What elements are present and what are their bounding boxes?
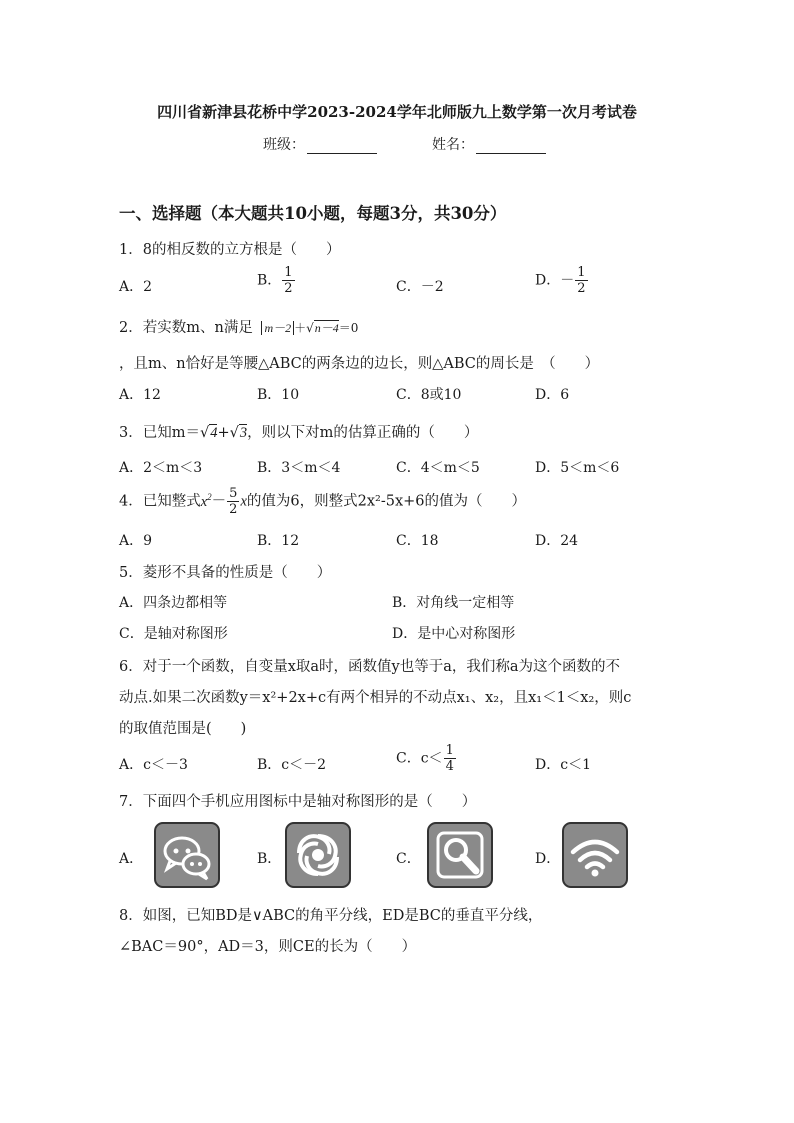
q3-stem: 3．已知m＝√4+√3，则以下对m的估算正确的（ ） xyxy=(119,425,479,441)
q2-option-b: B．10 xyxy=(257,387,300,403)
q2-stem xyxy=(119,316,358,337)
name-field xyxy=(432,134,546,154)
q7-icon-b xyxy=(285,822,351,888)
swirl-icon xyxy=(287,824,349,886)
q1-option-d-label: D．－ xyxy=(535,272,575,289)
q2-abs-expr: m－2 xyxy=(261,321,294,335)
q3-plus: + xyxy=(217,425,230,441)
q8-line-2: ∠BAC＝90°，AD＝3，则CE的长为（ ） xyxy=(119,939,417,955)
q5-stem: 5．菱形不具备的性质是（ ） xyxy=(119,565,332,581)
q3-option-d: D．5＜m＜6 xyxy=(535,460,620,476)
q6-option-a: A．c＜－3 xyxy=(119,757,188,773)
q6-option-d: D．c＜1 xyxy=(535,757,591,773)
wifi-icon xyxy=(564,824,626,886)
name-blank[interactable] xyxy=(476,139,546,154)
q4-option-d: D．24 xyxy=(535,533,579,549)
q3-stem-prefix: 3．已知m＝ xyxy=(119,425,200,441)
q4-x: x xyxy=(240,493,247,510)
class-blank[interactable] xyxy=(307,139,377,154)
q2-option-d: D．6 xyxy=(535,387,570,403)
page-title: 四川省新津县花桥中学2023-2024学年北师版九上数学第一次月考试卷 xyxy=(157,103,637,121)
q1-option-b xyxy=(257,266,296,295)
q4-x-squared xyxy=(200,491,212,510)
q6-option-c-label: C．c＜ xyxy=(396,750,443,767)
q6-option-b: B．c＜－2 xyxy=(257,757,327,773)
q2-sqrt-expr: n－4 xyxy=(314,321,339,335)
q6-option-c xyxy=(396,744,457,773)
q2-stem-prefix: 2．若实数m、n满足 xyxy=(119,320,253,336)
q7-icon-c xyxy=(427,822,493,888)
q6-line-1: 6．对于一个函数，自变量x取a时，函数值y也等于a，我们称a为这个函数的不 xyxy=(119,659,621,675)
q3-sqrt-1: 4 xyxy=(210,425,218,441)
q5-option-b: B．对角线一定相等 xyxy=(392,595,515,611)
q2-stem-2: ，且m、n恰好是等腰△ABC的两条边的边长，则△ABC的周长是 （ ） xyxy=(119,356,600,372)
q1-b-numerator: 1 xyxy=(284,265,293,280)
q1-option-d xyxy=(535,266,589,295)
q4-option-a: A．9 xyxy=(119,533,153,549)
q7-option-b-label: B． xyxy=(257,851,282,867)
q1-d-numerator: 1 xyxy=(577,265,586,280)
q7-option-a-label: A． xyxy=(119,851,144,867)
q8-line-1: 8．如图，已知BD是∨ABC的角平分线，ED是BC的垂直平分线， xyxy=(119,908,543,924)
q6-line-2: 动点.如果二次函数y＝x²+2x+c有两个相异的不动点x₁、x₂，且x₁＜1＜x₂，则c xyxy=(119,690,632,706)
q4-option-c: C．18 xyxy=(396,533,439,549)
class-field xyxy=(263,134,377,154)
magnifier-icon xyxy=(429,824,491,886)
q5-option-d: D．是中心对称图形 xyxy=(392,626,516,642)
q4-stem xyxy=(119,487,526,516)
q1-option-c: C．－2 xyxy=(396,279,444,295)
q7-option-d-label: D． xyxy=(535,851,561,867)
q6-line-3: 的取值范围是( ) xyxy=(119,721,247,737)
q7-stem: 7．下面四个手机应用图标中是轴对称图形的是（ ） xyxy=(119,794,477,810)
q2-plus: ＋ xyxy=(294,321,307,335)
q1-stem: 1．8的相反数的立方根是（ ） xyxy=(119,242,341,258)
chat-bubbles-icon xyxy=(156,824,218,886)
q6-c-denominator: 4 xyxy=(445,759,454,774)
q2-expression: m－2 ＋√n－4＝0 xyxy=(261,321,358,335)
q4-option-b: B．12 xyxy=(257,533,300,549)
q4-frac-denominator: 2 xyxy=(229,502,238,517)
name-label: 姓名： xyxy=(432,137,474,153)
q3-option-c: C．4＜m＜5 xyxy=(396,460,480,476)
q3-option-b: B．3＜m＜4 xyxy=(257,460,341,476)
q4-frac-numerator: 5 xyxy=(229,486,238,501)
q5-option-a: A．四条边都相等 xyxy=(119,595,228,611)
q2-equals: ＝0 xyxy=(338,321,359,335)
q7-icon-a xyxy=(154,822,220,888)
q4-x2-base: x xyxy=(200,493,208,510)
class-label: 班级： xyxy=(263,137,305,153)
q4-stem-suffix: 的值为6，则整式2x²-5x+6的值为（ ） xyxy=(246,493,527,510)
q1-option-a: A．2 xyxy=(119,279,153,295)
q6-c-numerator: 1 xyxy=(445,743,454,758)
q3-option-a: A．2＜m＜3 xyxy=(119,460,203,476)
q1-option-b-label: B． xyxy=(257,272,282,289)
section-heading: 一、选择题（本大题共10小题，每题3分，共30分） xyxy=(119,204,507,223)
q2-option-a: A．12 xyxy=(119,387,161,403)
q3-sqrt-2: 3 xyxy=(239,425,248,441)
q7-option-c-label: C． xyxy=(396,851,421,867)
q1-d-denominator: 2 xyxy=(577,281,586,296)
q1-b-denominator: 2 xyxy=(284,281,293,296)
q3-stem-suffix: ，则以下对m的估算正确的（ ） xyxy=(247,425,479,441)
q7-icon-d xyxy=(562,822,628,888)
q2-option-c: C．8或10 xyxy=(396,387,462,403)
q4-minus: － xyxy=(211,493,227,510)
q4-stem-prefix: 4．已知整式 xyxy=(119,493,201,510)
q5-option-c: C．是轴对称图形 xyxy=(119,626,228,642)
q4-x2-exponent: 2 xyxy=(207,491,212,502)
